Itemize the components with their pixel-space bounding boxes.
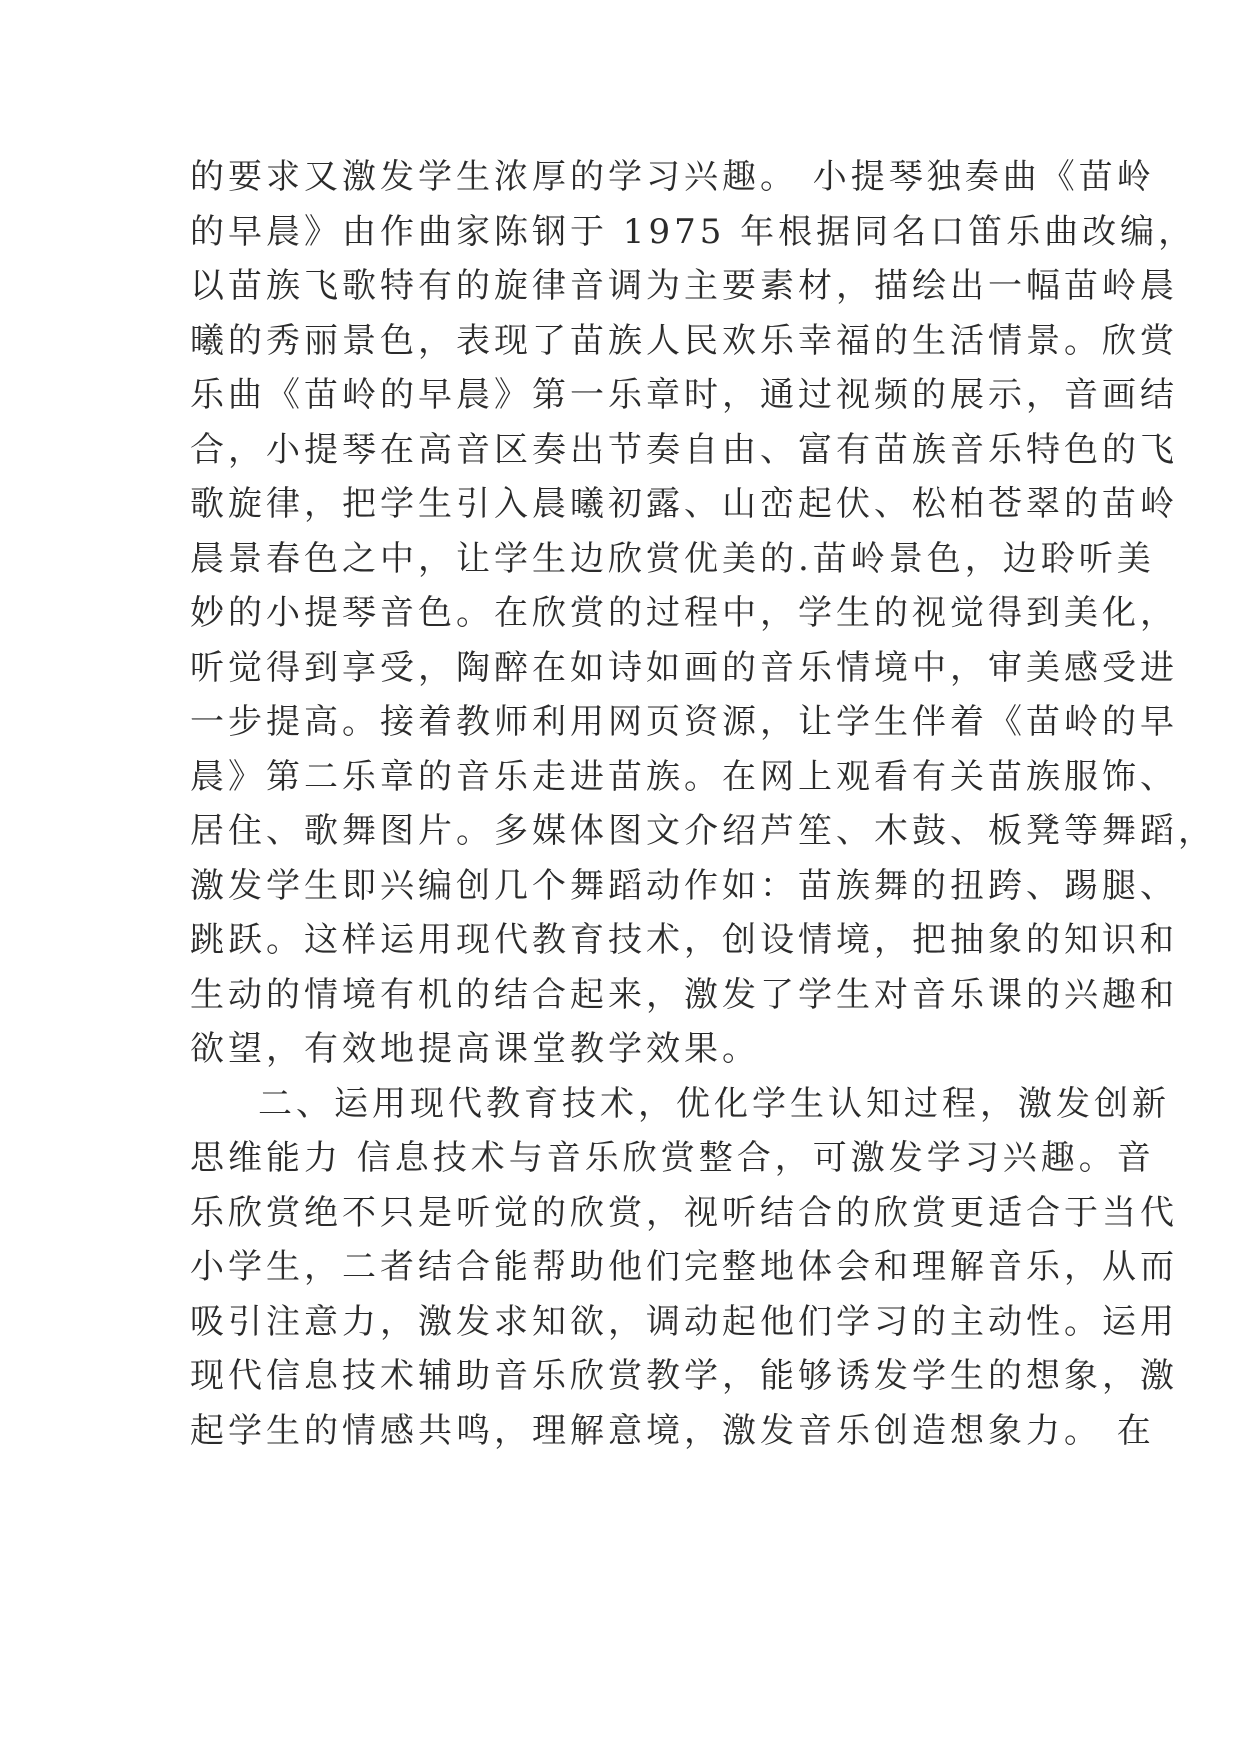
text-line: 乐曲《苗岭的早晨》第一乐章时，通过视频的展示，音画结 (190, 375, 1178, 415)
text-line: 晨景春色之中，让学生边欣赏优美的.苗岭景色，边聆听美 (190, 538, 1155, 579)
text-line: 跳跃。这样运用现代教育技术，创设情境，把抽象的知识和 (190, 920, 1178, 960)
text-line: 一步提高。接着教师利用网页资源，让学生伴着《苗岭的早 (190, 702, 1178, 742)
text-line: 激发学生即兴编创几个舞蹈动作如：苗族舞的扭跨、踢腿、 (190, 865, 1178, 906)
text-line: 的要求又激发学生浓厚的学习兴趣。 小提琴独奏曲《苗岭 (190, 157, 1155, 197)
text-line: 欲望，有效地提高课堂教学效果。 (190, 1029, 760, 1069)
text-line: 曦的秀丽景色，表现了苗族人民欢乐幸福的生活情景。欣赏 (190, 320, 1178, 361)
text-line: 晨》第二乐章的音乐走进苗族。在网上观看有关苗族服饰、 (190, 756, 1178, 797)
text-line: 生动的情境有机的结合起来，激发了学生对音乐课的兴趣和 (190, 974, 1178, 1015)
text-line: 合，小提琴在高音区奏出节奏自由、富有苗族音乐特色的飞 (190, 429, 1178, 470)
text-line: 歌旋律，把学生引入晨曦初露、山峦起伏、松柏苍翠的苗岭 (190, 484, 1178, 524)
section-heading-line: 二、运用现代教育技术，优化学生认知过程，激发创新 (258, 1083, 1170, 1124)
text-line: 听觉得到享受，陶醉在如诗如画的音乐情境中，审美感受进 (190, 647, 1178, 688)
body-text (190, 150, 1216, 1458)
text-line: 思维能力 信息技术与音乐欣赏整合，可激发学习兴趣。音 (190, 1138, 1155, 1178)
text-line: 居住、歌舞图片。多媒体图文介绍芦笙、木鼓、板凳等舞蹈， (190, 811, 1216, 851)
text-line: 乐欣赏绝不只是听觉的欣赏，视听结合的欣赏更适合于当代 (190, 1192, 1178, 1233)
text-line: 现代信息技术辅助音乐欣赏教学，能够诱发学生的想象，激 (190, 1356, 1178, 1396)
text-line: 吸引注意力，激发求知欲，调动起他们学习的主动性。运用 (190, 1301, 1178, 1342)
text-line: 以苗族飞歌特有的旋律音调为主要素材，描绘出一幅苗岭晨 (190, 266, 1178, 306)
text-line: 妙的小提琴音色。在欣赏的过程中，学生的视觉得到美化， (190, 593, 1178, 633)
text-line: 的早晨》由作曲家陈钢于 1975 年根据同名口笛乐曲改编， (190, 211, 1197, 252)
text-line: 起学生的情感共鸣，理解意境，激发音乐创造想象力。 在 (190, 1410, 1155, 1451)
text-line: 小学生，二者结合能帮助他们完整地体会和理解音乐，从而 (190, 1247, 1178, 1287)
